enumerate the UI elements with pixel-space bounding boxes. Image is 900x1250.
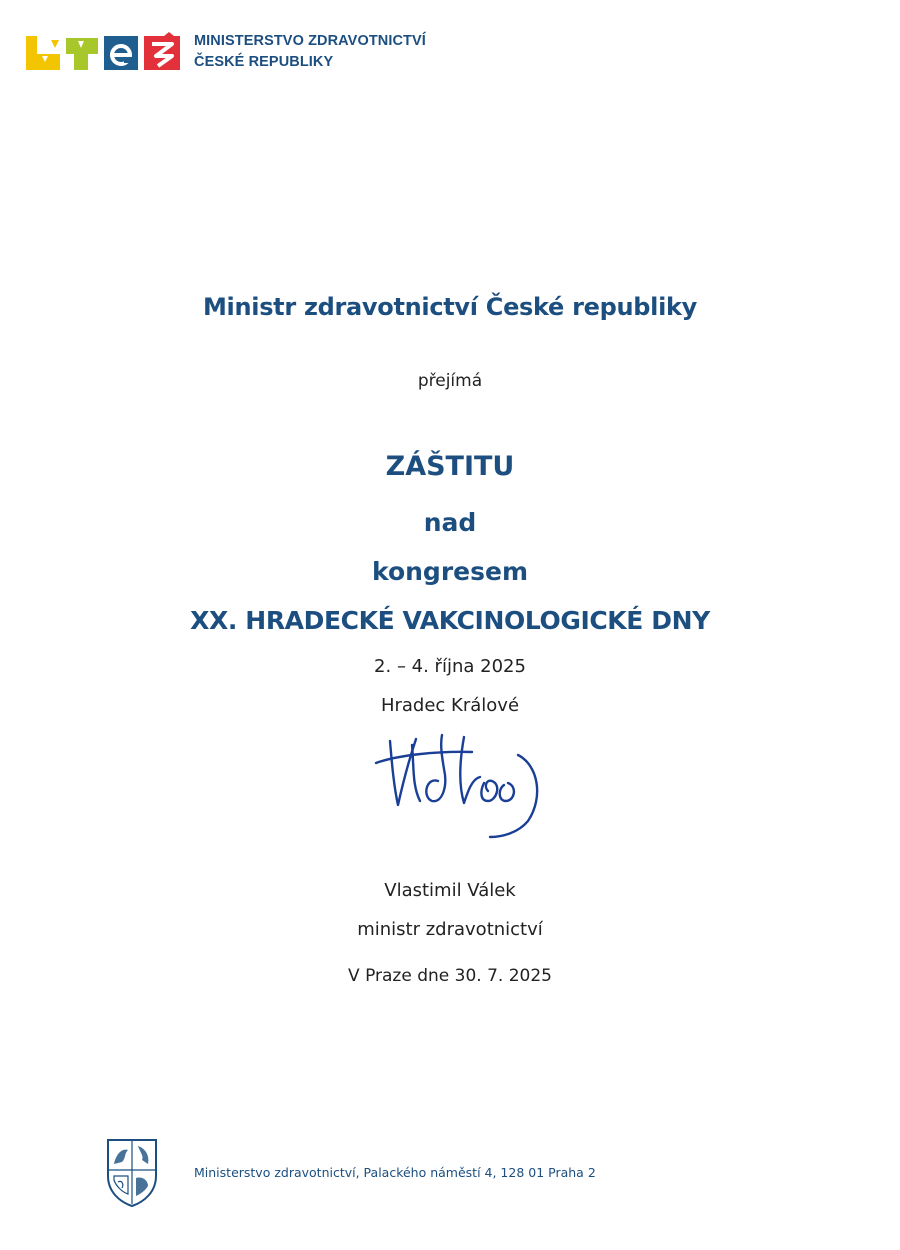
ministry-name-line1: MINISTERSTVO ZDRAVOTNICTVÍ <box>194 33 426 49</box>
footer <box>104 1136 596 1208</box>
preposition-text: nad <box>423 508 477 537</box>
state-emblem-icon <box>104 1136 160 1208</box>
event-place: Hradec Králové <box>380 695 520 716</box>
signer-name: Vlastimil Válek <box>384 880 516 901</box>
handwritten-signature-icon <box>368 725 548 845</box>
issuer-title: Ministr zdravotnictví České republiky <box>202 293 698 321</box>
verb-text: přejímá <box>417 371 483 391</box>
ministry-name <box>194 31 426 73</box>
event-dates: 2. – 4. října 2025 <box>374 656 526 677</box>
mzcr-logo-icon <box>26 32 182 72</box>
event-name: XX. HRADECKÉ VAKCINOLOGICKÉ DNY <box>190 606 710 635</box>
ministry-name-line2: ČESKÉ REPUBLIKY <box>194 54 334 70</box>
object-text: kongresem <box>372 557 528 586</box>
ministry-address: Ministerstvo zdravotnictví, Palackého náměstí 4, 128 01 Praha 2 <box>194 1164 596 1180</box>
patronage-heading: ZÁŠTITU <box>385 451 515 482</box>
signer-role: ministr zdravotnictví <box>357 919 543 940</box>
place-and-date: V Praze dne 30. 7. 2025 <box>348 966 552 986</box>
letterhead <box>26 30 426 74</box>
